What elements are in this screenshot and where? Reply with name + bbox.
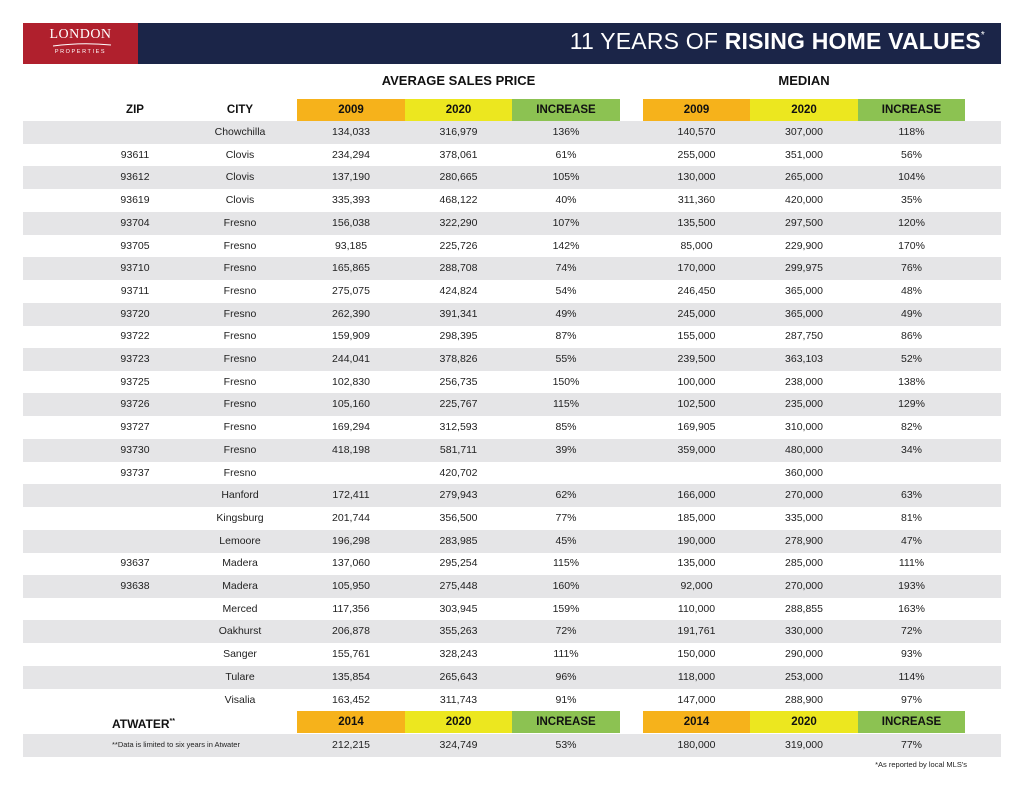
cell-city: Fresno <box>223 217 257 229</box>
cell-avg-2020: 378,826 <box>439 353 478 365</box>
cell-med-increase: 118% <box>898 126 925 138</box>
cell-avg-2020: 312,593 <box>439 421 478 433</box>
cell-avg-increase: 74% <box>555 262 577 274</box>
cell-med-2020: 238,000 <box>785 376 823 388</box>
atwater-header-avg-2020: 2020 <box>405 711 512 733</box>
cell-city: Oakhurst <box>218 625 262 637</box>
cell-med-2009: 359,000 <box>677 444 716 456</box>
cell-avg-2009: 156,038 <box>332 217 370 229</box>
cell-city: Fresno <box>223 308 257 320</box>
cell-med-increase: 47% <box>900 535 922 547</box>
cell-med-increase: 63% <box>900 489 922 501</box>
cell-avg-2020: 298,395 <box>439 330 478 342</box>
cell-city: Sanger <box>223 648 257 660</box>
cell-city: Merced <box>222 603 258 615</box>
cell-med-increase: 72% <box>900 625 922 637</box>
cell-zip: 93705 <box>120 240 150 252</box>
cell-avg-increase: 49% <box>555 308 577 320</box>
cell-avg-2009: 135,854 <box>332 671 370 683</box>
cell-avg-2020: 280,665 <box>439 171 478 183</box>
cell-med-2020: 299,975 <box>785 262 823 274</box>
cell-med-2020: 290,000 <box>785 648 823 660</box>
cell-med-2009: 85,000 <box>680 240 713 252</box>
cell-med-2020: 270,000 <box>785 489 823 501</box>
cell-med-increase: 82% <box>900 421 922 433</box>
col-header-city: CITY <box>226 104 254 116</box>
cell-med-2009: 100,000 <box>677 376 716 388</box>
cell-avg-2020: 355,263 <box>439 625 478 637</box>
cell-med-increase: 93% <box>900 648 922 660</box>
cell-avg-2009: 102,830 <box>332 376 370 388</box>
cell-med-increase: 76% <box>900 262 922 274</box>
atwater-label-text: ATWATER <box>112 717 170 731</box>
average-sales-price-title: AVERAGE SALES PRICE <box>381 73 536 88</box>
cell-med-increase: 81% <box>900 512 922 524</box>
cell-zip <box>85 507 185 529</box>
cell-med-2009: 92,000 <box>680 580 713 592</box>
cell-zip: 93720 <box>120 308 150 320</box>
cell-med-2009: 185,000 <box>677 512 716 524</box>
cell-avg-2009: 201,744 <box>332 512 370 524</box>
cell-med-2009: 102,500 <box>677 398 716 410</box>
cell-med-2020: 270,000 <box>785 580 823 592</box>
cell-city: Clovis <box>225 171 255 183</box>
cell-med-2009: 191,761 <box>677 625 716 637</box>
cell-med-increase: 111% <box>898 557 925 569</box>
median-title: MEDIAN <box>778 73 830 88</box>
cell-med-2009: 140,570 <box>677 126 716 138</box>
cell-city: Fresno <box>223 467 257 479</box>
col-header-avg-increase: INCREASE <box>512 99 620 121</box>
cell-med-increase: 170% <box>898 240 925 252</box>
cell-avg-increase: 72% <box>555 625 577 637</box>
cell-avg-2009: 244,041 <box>332 353 370 365</box>
cell-avg-increase: 159% <box>552 603 580 615</box>
cell-avg-increase: 77% <box>555 512 577 524</box>
atwater-note: **Data is limited to six years in Atwater <box>112 740 240 749</box>
cell-zip: 93725 <box>120 376 150 388</box>
cell-med-2009: 190,000 <box>677 535 716 547</box>
col-header-med-increase: INCREASE <box>858 99 965 121</box>
cell-zip: 93730 <box>120 444 150 456</box>
atwater-med-2014: 180,000 <box>677 739 716 751</box>
cell-avg-2020: 311,743 <box>439 694 478 706</box>
cell-med-2009: 110,000 <box>677 603 716 615</box>
cell-zip: 93711 <box>120 285 150 297</box>
cell-city: Tulare <box>225 671 255 683</box>
col-header-med-2009: 2009 <box>643 99 750 121</box>
cell-med-2009: 130,000 <box>677 171 716 183</box>
cell-zip: 93637 <box>120 557 150 569</box>
cell-med-2020: 278,900 <box>785 535 823 547</box>
cell-med-2020: 310,000 <box>785 421 823 433</box>
cell-med-2009: 170,000 <box>677 262 716 274</box>
cell-avg-increase: 40% <box>555 194 577 206</box>
cell-med-2020: 365,000 <box>785 285 823 297</box>
atwater-med-2020: 319,000 <box>785 739 823 751</box>
cell-city: Fresno <box>223 398 257 410</box>
cell-med-2020: 307,000 <box>785 126 823 138</box>
cell-city: Visalia <box>224 694 256 706</box>
cell-avg-2020: 283,985 <box>439 535 478 547</box>
cell-city: Fresno <box>223 330 257 342</box>
page-header <box>23 23 1001 64</box>
cell-avg-2009: 117,356 <box>332 603 370 615</box>
cell-med-increase <box>858 462 965 484</box>
cell-med-2020: 229,900 <box>785 240 823 252</box>
cell-med-2020: 288,855 <box>785 603 823 615</box>
cell-zip: 93737 <box>120 467 150 479</box>
cell-med-2009: 135,500 <box>677 217 716 229</box>
cell-avg-2009: 155,761 <box>332 648 370 660</box>
cell-city: Madera <box>222 557 258 569</box>
cell-med-2009: 245,000 <box>677 308 716 320</box>
cell-avg-2009: 137,190 <box>332 171 370 183</box>
cell-avg-2020: 424,824 <box>439 285 478 297</box>
atwater-header-med-increase: INCREASE <box>858 711 965 733</box>
cell-med-2009 <box>643 462 750 484</box>
cell-zip: 93612 <box>120 171 150 183</box>
cell-avg-2009: 206,878 <box>332 625 370 637</box>
cell-med-increase: 49% <box>900 308 922 320</box>
cell-avg-2009: 262,390 <box>332 308 370 320</box>
cell-med-increase: 120% <box>898 217 925 229</box>
cell-zip <box>85 689 185 711</box>
cell-zip <box>85 598 185 620</box>
footnote: *As reported by local MLS's <box>875 760 967 769</box>
cell-med-2009: 166,000 <box>677 489 716 501</box>
title-bold: RISING HOME VALUES <box>724 28 981 54</box>
cell-zip: 93723 <box>120 353 150 365</box>
cell-avg-increase: 115% <box>552 557 580 569</box>
cell-zip: 93726 <box>120 398 150 410</box>
cell-med-2009: 155,000 <box>677 330 716 342</box>
cell-city: Fresno <box>223 262 257 274</box>
cell-zip <box>85 666 185 688</box>
cell-med-increase: 86% <box>900 330 922 342</box>
col-header-avg-2020: 2020 <box>405 99 512 121</box>
cell-zip <box>85 643 185 665</box>
atwater-label <box>112 711 175 733</box>
cell-avg-2020: 303,945 <box>439 603 478 615</box>
cell-med-2009: 150,000 <box>677 648 716 660</box>
cell-avg-2009: 159,909 <box>332 330 370 342</box>
cell-zip <box>85 484 185 506</box>
atwater-avg-2020: 324,749 <box>439 739 478 751</box>
title-light: 11 YEARS OF <box>569 28 719 54</box>
cell-med-2009: 255,000 <box>677 149 716 161</box>
atwater-label-mark: ** <box>169 718 175 725</box>
col-header-avg-2009: 2009 <box>297 99 405 121</box>
cell-avg-increase: 91% <box>555 694 577 706</box>
title-mark: * <box>980 30 985 41</box>
cell-avg-increase: 142% <box>552 240 580 252</box>
cell-med-2020: 335,000 <box>785 512 823 524</box>
cell-city: Madera <box>222 580 258 592</box>
cell-avg-2020: 265,643 <box>439 671 478 683</box>
cell-med-2020: 365,000 <box>785 308 823 320</box>
cell-avg-2009: 105,160 <box>332 398 370 410</box>
atwater-header-avg-increase: INCREASE <box>512 711 620 733</box>
cell-avg-2009: 335,393 <box>332 194 370 206</box>
cell-avg-2020: 420,702 <box>439 467 478 479</box>
cell-med-2020: 265,000 <box>785 171 823 183</box>
cell-avg-increase: 39% <box>555 444 577 456</box>
cell-avg-2009: 196,298 <box>332 535 370 547</box>
cell-avg-2009: 418,198 <box>332 444 370 456</box>
cell-avg-2020: 356,500 <box>439 512 478 524</box>
cell-med-2020: 285,000 <box>785 557 823 569</box>
cell-avg-increase: 85% <box>555 421 577 433</box>
cell-city: Fresno <box>223 285 257 297</box>
cell-med-increase: 35% <box>900 194 922 206</box>
logo-brand-text: LONDON <box>49 27 112 42</box>
cell-med-2020: 253,000 <box>785 671 823 683</box>
cell-avg-2020: 288,708 <box>439 262 478 274</box>
cell-avg-2020: 295,254 <box>439 557 478 569</box>
cell-med-increase: 97% <box>900 694 922 706</box>
cell-zip: 93710 <box>120 262 150 274</box>
cell-zip <box>85 620 185 642</box>
cell-med-increase: 193% <box>898 580 925 592</box>
cell-med-increase: 163% <box>898 603 925 615</box>
cell-avg-2020: 581,711 <box>439 444 478 456</box>
cell-med-2020: 480,000 <box>785 444 823 456</box>
london-properties-logo[interactable] <box>23 23 138 64</box>
cell-avg-2009: 134,033 <box>332 126 370 138</box>
cell-med-2020: 297,500 <box>785 217 823 229</box>
cell-med-2020: 287,750 <box>785 330 823 342</box>
cell-avg-2009: 169,294 <box>332 421 370 433</box>
cell-med-2009: 311,360 <box>677 194 716 206</box>
atwater-avg-2014: 212,215 <box>332 739 370 751</box>
cell-avg-2020: 468,122 <box>439 194 478 206</box>
cell-zip: 93727 <box>120 421 150 433</box>
cell-avg-increase: 136% <box>552 126 580 138</box>
cell-avg-2020: 328,243 <box>439 648 478 660</box>
atwater-med-increase: 77% <box>900 739 922 751</box>
cell-med-2020: 351,000 <box>785 149 823 161</box>
cell-zip: 93638 <box>120 580 150 592</box>
cell-zip: 93619 <box>120 194 150 206</box>
logo-sub-text: PROPERTIES <box>54 49 107 55</box>
cell-avg-increase: 150% <box>552 376 580 388</box>
cell-city: Hanford <box>221 489 259 501</box>
cell-med-increase: 48% <box>900 285 922 297</box>
cell-avg-increase: 107% <box>552 217 580 229</box>
cell-med-2020: 420,000 <box>785 194 823 206</box>
cell-avg-2009: 137,060 <box>332 557 370 569</box>
cell-avg-2020: 225,767 <box>439 398 478 410</box>
cell-zip <box>85 530 185 552</box>
swoosh-icon <box>51 43 113 47</box>
cell-med-increase: 114% <box>898 671 925 683</box>
cell-avg-increase: 87% <box>555 330 577 342</box>
cell-med-2020: 235,000 <box>785 398 823 410</box>
atwater-header-avg-2014: 2014 <box>297 711 405 733</box>
cell-avg-2020: 279,943 <box>439 489 478 501</box>
cell-med-2020: 330,000 <box>785 625 823 637</box>
atwater-header-med-2014: 2014 <box>643 711 750 733</box>
cell-city: Fresno <box>223 421 257 433</box>
cell-avg-increase: 61% <box>555 149 577 161</box>
cell-zip: 93704 <box>120 217 150 229</box>
cell-city: Clovis <box>225 149 255 161</box>
cell-avg-increase: 160% <box>552 580 580 592</box>
cell-avg-increase: 105% <box>552 171 580 183</box>
cell-city: Kingsburg <box>216 512 264 524</box>
cell-avg-2020: 275,448 <box>439 580 478 592</box>
cell-avg-2020: 391,341 <box>439 308 478 320</box>
cell-med-2020: 360,000 <box>785 467 823 479</box>
cell-city: Lemoore <box>219 535 261 547</box>
cell-med-increase: 52% <box>900 353 922 365</box>
cell-avg-increase: 55% <box>555 353 577 365</box>
cell-avg-2020: 256,735 <box>439 376 478 388</box>
cell-med-increase: 56% <box>900 149 922 161</box>
cell-city: Fresno <box>223 444 257 456</box>
cell-med-2020: 363,103 <box>785 353 823 365</box>
cell-avg-2009: 163,452 <box>332 694 370 706</box>
cell-avg-increase: 96% <box>555 671 577 683</box>
cell-avg-increase: 54% <box>555 285 577 297</box>
cell-city: Fresno <box>223 376 257 388</box>
cell-med-increase: 34% <box>900 444 922 456</box>
cell-avg-2020: 322,290 <box>439 217 478 229</box>
cell-zip <box>85 121 185 143</box>
cell-med-2020: 288,900 <box>785 694 823 706</box>
cell-avg-2009: 105,950 <box>332 580 370 592</box>
cell-city: Chowchilla <box>214 126 266 138</box>
cell-med-2009: 118,000 <box>677 671 716 683</box>
cell-city: Fresno <box>223 353 257 365</box>
page-title <box>570 28 985 55</box>
cell-avg-2020: 378,061 <box>439 149 478 161</box>
cell-avg-increase: 115% <box>552 398 580 410</box>
cell-avg-increase: 45% <box>555 535 577 547</box>
cell-city: Clovis <box>225 194 255 206</box>
cell-med-2009: 169,905 <box>677 421 716 433</box>
cell-avg-2020: 225,726 <box>439 240 478 252</box>
cell-med-increase: 129% <box>898 398 925 410</box>
atwater-avg-increase: 53% <box>555 739 577 751</box>
cell-avg-2009: 172,411 <box>332 489 370 501</box>
cell-med-2009: 239,500 <box>677 353 716 365</box>
cell-med-2009: 135,000 <box>677 557 716 569</box>
cell-avg-2009: 165,865 <box>332 262 370 274</box>
cell-zip: 93611 <box>120 149 150 161</box>
cell-med-2009: 246,450 <box>677 285 716 297</box>
cell-avg-increase <box>512 462 620 484</box>
cell-zip: 93722 <box>120 330 150 342</box>
cell-avg-increase: 62% <box>555 489 577 501</box>
cell-avg-2020: 316,979 <box>439 126 478 138</box>
cell-avg-2009: 275,075 <box>332 285 370 297</box>
col-header-zip: ZIP <box>126 104 144 116</box>
col-header-med-2020: 2020 <box>750 99 858 121</box>
cell-city: Fresno <box>223 240 257 252</box>
cell-med-increase: 138% <box>898 376 925 388</box>
cell-avg-2009: 93,185 <box>334 240 368 252</box>
cell-avg-2009: 234,294 <box>332 149 370 161</box>
cell-avg-increase: 111% <box>553 648 579 660</box>
atwater-header-med-2020: 2020 <box>750 711 858 733</box>
cell-avg-2009 <box>297 462 405 484</box>
cell-med-2009: 147,000 <box>677 694 716 706</box>
cell-med-increase: 104% <box>898 171 925 183</box>
